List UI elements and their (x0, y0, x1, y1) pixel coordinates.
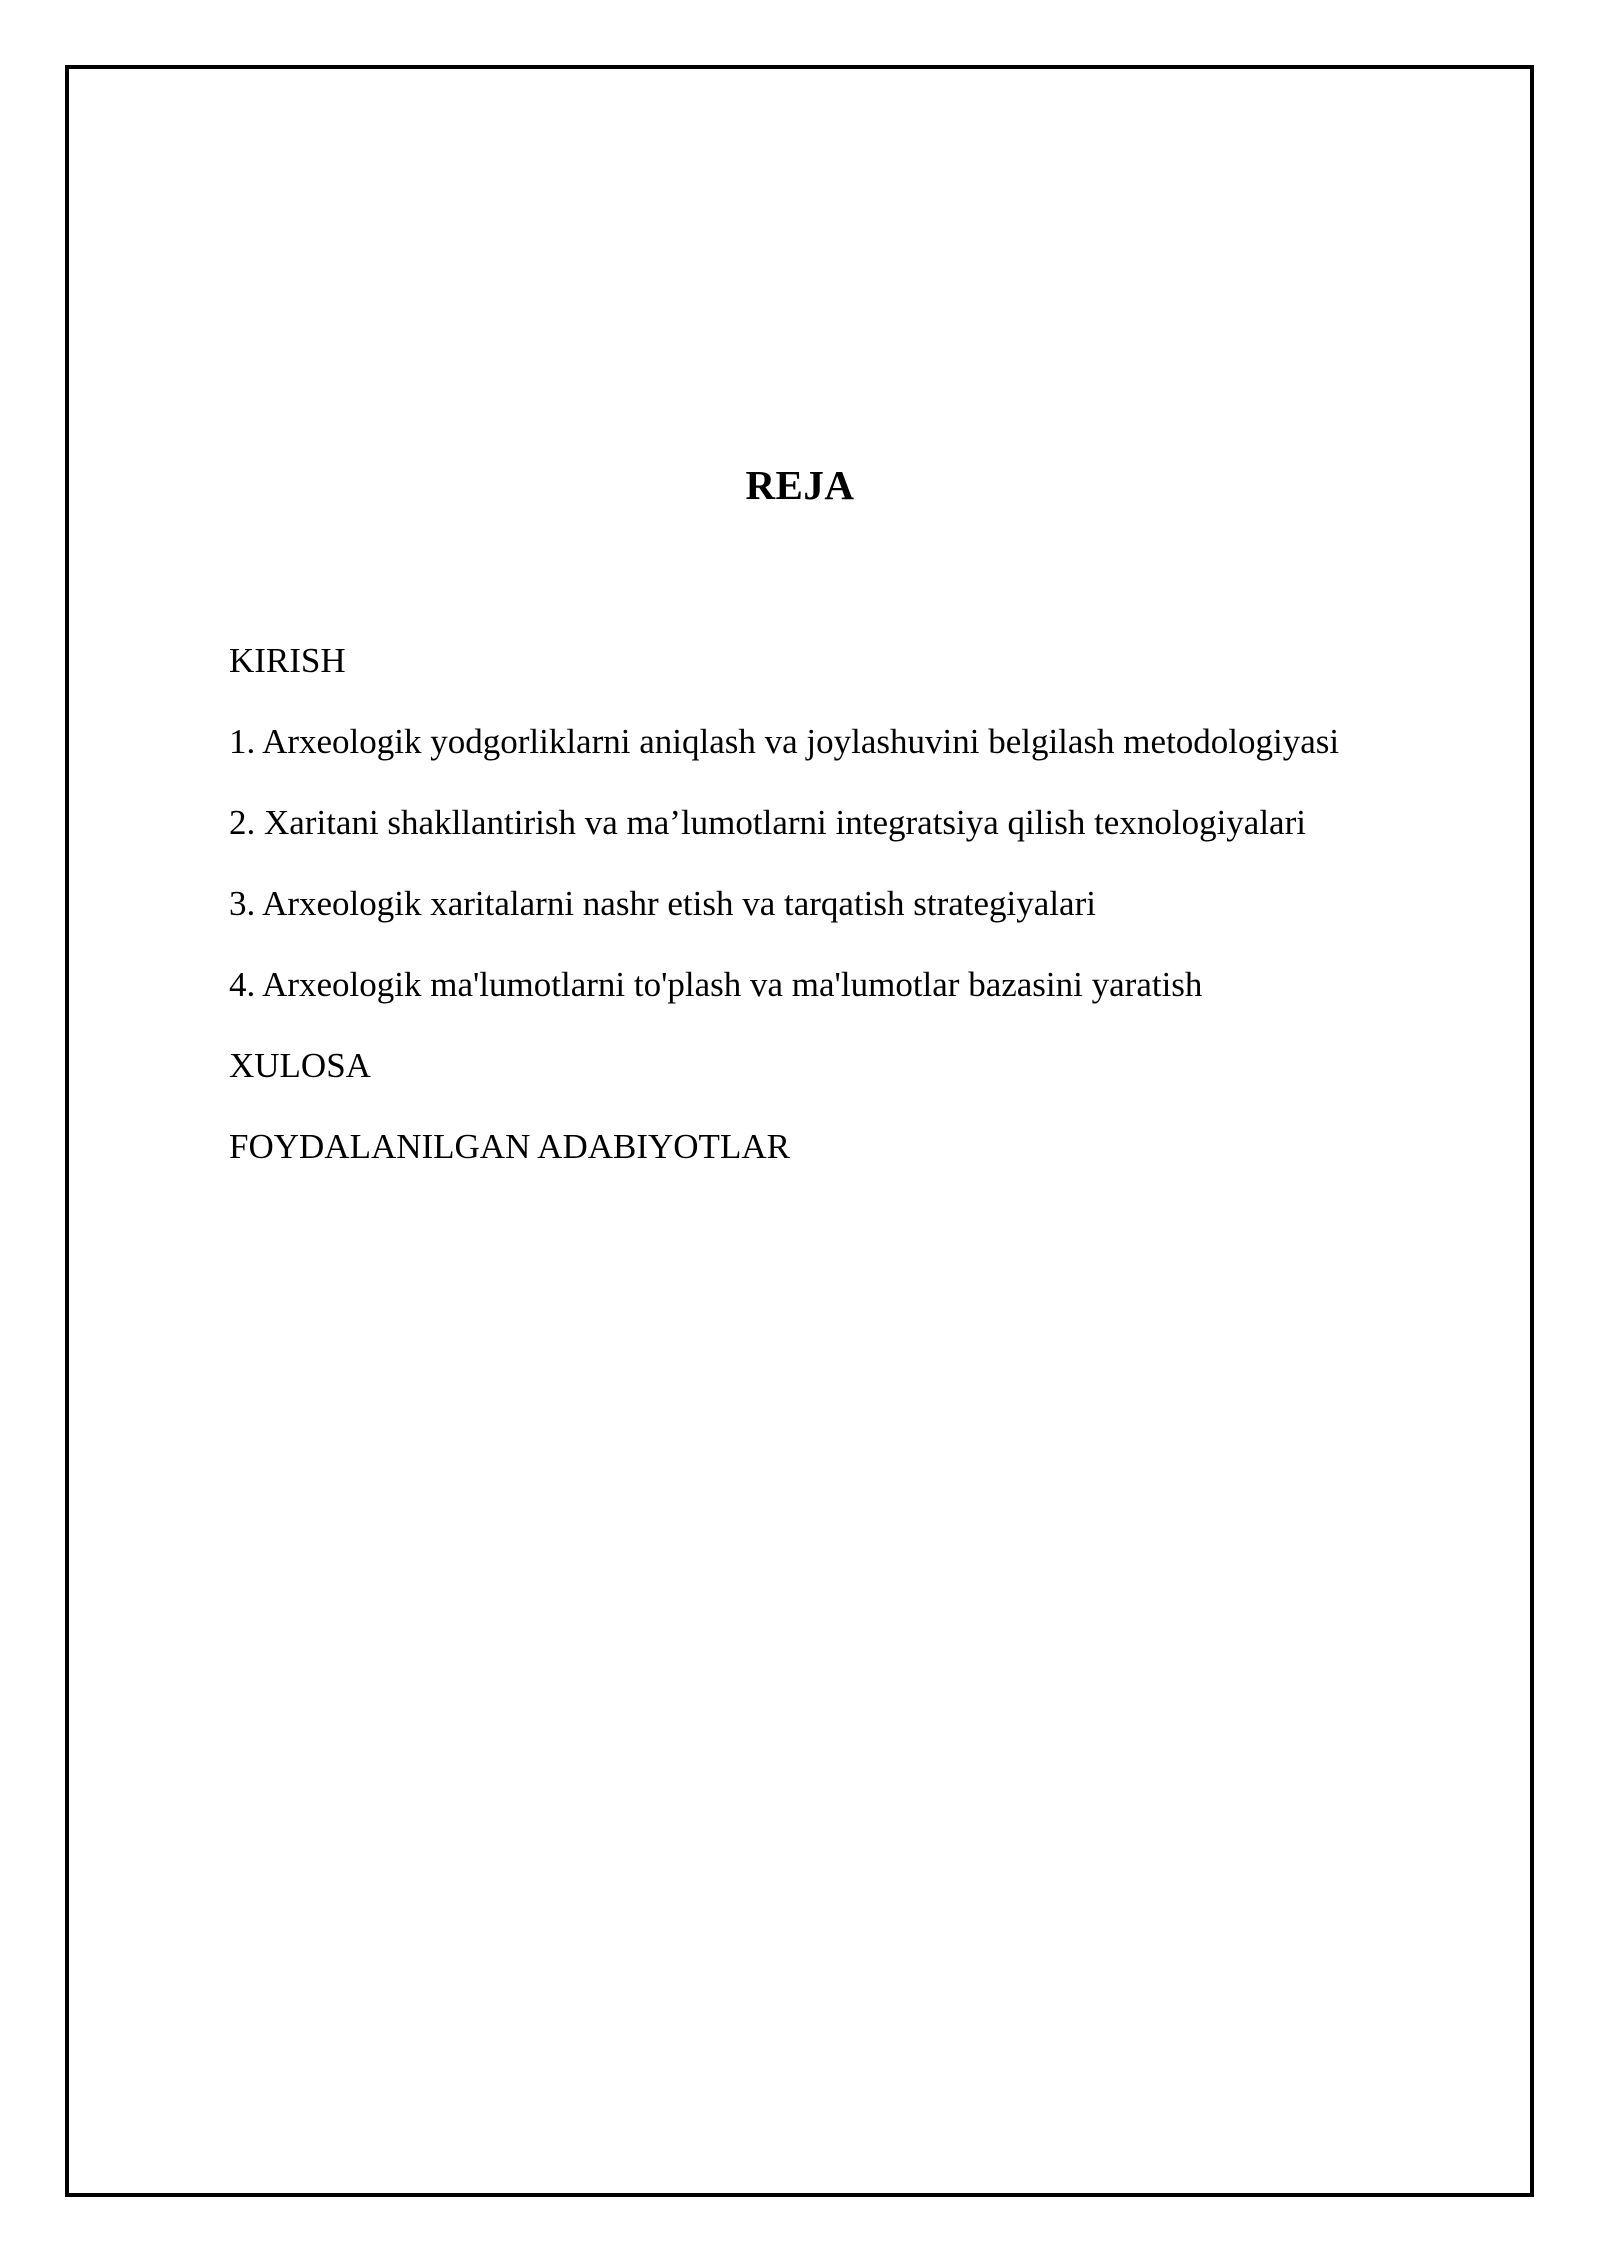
plan-item-4: 4. Arxeologik ma'lumotlarni to'plash va ma'lumotlar bazasini yaratish (229, 965, 1203, 1004)
document-title: REJA (745, 462, 855, 508)
plan-item-1: 1. Arxeologik yodgorliklarni aniqlash va joylashuvini belgilash metodologiyasi (229, 722, 1340, 761)
plan-item-conclusion: XULOSA (229, 1046, 371, 1085)
plan-item-3: 3. Arxeologik xaritalarni nashr etish va tarqatish strategiyalari (229, 884, 1096, 923)
plan-item-references: FOYDALANILGAN ADABIYOTLAR (229, 1127, 790, 1166)
plan-item-introduction: KIRISH (229, 641, 346, 680)
plan-item-2: 2. Xaritani shakllantirish va ma’lumotlarni integratsiya qilish texnologiyalari (229, 803, 1306, 842)
plan-list (229, 640, 1339, 1207)
